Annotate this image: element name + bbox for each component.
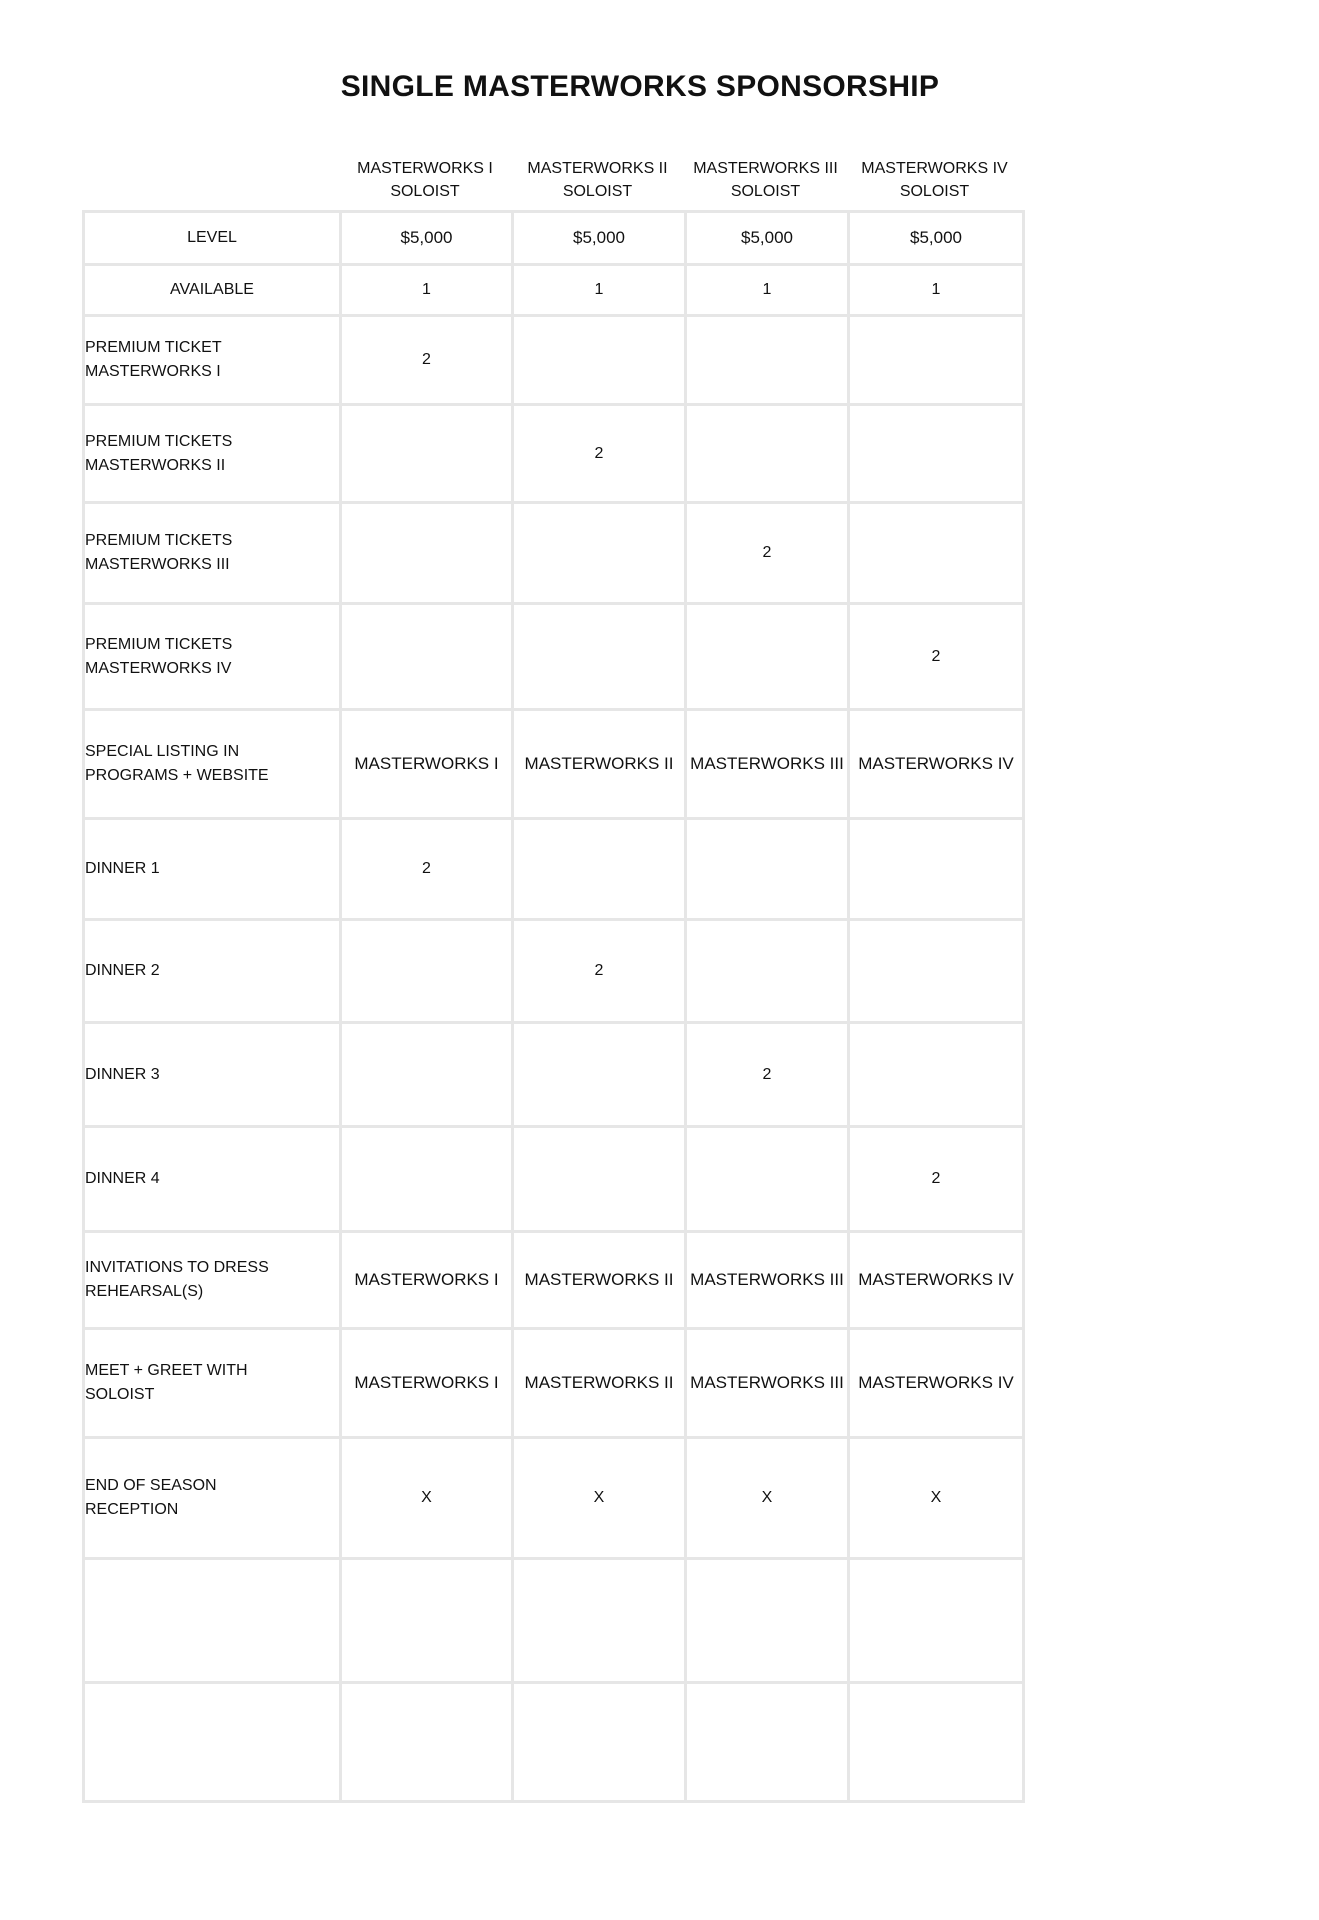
table-cell (849, 405, 1024, 503)
table-cell: 2 (849, 1127, 1024, 1232)
column-header (847, 155, 1022, 203)
table-cell (686, 920, 849, 1023)
row-label: DINNER 2 (84, 920, 341, 1023)
column-header-name: MASTERWORKS IV (861, 160, 1008, 177)
table-row (84, 604, 1024, 710)
table-cell (849, 1683, 1024, 1802)
row-label: AVAILABLE (84, 265, 341, 316)
column-header (339, 155, 511, 203)
row-label: PREMIUM TICKETS MASTERWORKS II (84, 405, 341, 503)
table-cell (513, 503, 686, 604)
row-label: PREMIUM TICKETS MASTERWORKS III (84, 503, 341, 604)
column-header (511, 155, 684, 203)
row-label: DINNER 4 (84, 1127, 341, 1232)
table-cell (686, 1127, 849, 1232)
table-cell (341, 1559, 513, 1683)
table-cell: MASTERWORKS I (341, 1232, 513, 1329)
row-label (84, 1559, 341, 1683)
row-label: LEVEL (84, 212, 341, 265)
table-row (84, 316, 1024, 405)
table-cell (849, 1559, 1024, 1683)
table-cell (686, 819, 849, 920)
table-cell (513, 604, 686, 710)
row-label: PREMIUM TICKETS MASTERWORKS IV (84, 604, 341, 710)
table-cell: 2 (341, 819, 513, 920)
table-cell (849, 316, 1024, 405)
table-cell: 1 (686, 265, 849, 316)
table-cell: 2 (341, 316, 513, 405)
row-label: DINNER 1 (84, 819, 341, 920)
table-cell: 2 (686, 1023, 849, 1127)
column-headers (339, 155, 1025, 203)
table-cell: MASTERWORKS I (341, 1329, 513, 1438)
column-header-role: SOLOIST (390, 183, 460, 200)
table-cell (341, 503, 513, 604)
table-row (84, 1127, 1024, 1232)
table-cell: 2 (849, 604, 1024, 710)
column-header-role: SOLOIST (899, 183, 970, 200)
table-cell: X (849, 1438, 1024, 1559)
table-cell: 2 (686, 503, 849, 604)
table-cell (513, 316, 686, 405)
table-row (84, 920, 1024, 1023)
table-cell: MASTERWORKS IV (849, 1232, 1024, 1329)
table-cell: MASTERWORKS IV (849, 710, 1024, 819)
table-cell (513, 1559, 686, 1683)
table-cell: MASTERWORKS IV (849, 1329, 1024, 1438)
table-cell (341, 405, 513, 503)
row-label: END OF SEASON RECEPTION (84, 1438, 341, 1559)
table-cell: $5,000 (341, 212, 513, 265)
table-row (84, 1023, 1024, 1127)
table-cell (686, 316, 849, 405)
table-cell (849, 920, 1024, 1023)
table-row (84, 1329, 1024, 1438)
table-row (84, 265, 1024, 316)
table-cell (849, 819, 1024, 920)
row-label (84, 1683, 341, 1802)
table-cell: $5,000 (513, 212, 686, 265)
table-cell (686, 604, 849, 710)
table-cell: $5,000 (686, 212, 849, 265)
table-cell (849, 503, 1024, 604)
table-cell: 2 (513, 405, 686, 503)
row-label: DINNER 3 (84, 1023, 341, 1127)
row-label: PREMIUM TICKET MASTERWORKS I (84, 316, 341, 405)
table-row (84, 503, 1024, 604)
table-row (84, 1559, 1024, 1683)
table-cell: 1 (513, 265, 686, 316)
table-cell: X (513, 1438, 686, 1559)
row-label: INVITATIONS TO DRESS REHEARSAL(S) (84, 1232, 341, 1329)
table-row (84, 710, 1024, 819)
table-cell (513, 1683, 686, 1802)
table-cell (513, 1023, 686, 1127)
table-cell: X (341, 1438, 513, 1559)
table-cell: $5,000 (849, 212, 1024, 265)
table-row (84, 1683, 1024, 1802)
table-cell: MASTERWORKS III (686, 1232, 849, 1329)
table-cell (341, 1023, 513, 1127)
table-cell (686, 405, 849, 503)
row-label: SPECIAL LISTING IN PROGRAMS + WEBSITE (84, 710, 341, 819)
table-cell: X (686, 1438, 849, 1559)
table-cell (341, 1683, 513, 1802)
table-row (84, 405, 1024, 503)
column-header-role: SOLOIST (562, 183, 633, 200)
table-cell: 2 (513, 920, 686, 1023)
table-cell: 1 (849, 265, 1024, 316)
table-cell: MASTERWORKS III (686, 1329, 849, 1438)
table-row (84, 819, 1024, 920)
table-cell (341, 920, 513, 1023)
column-header-name: MASTERWORKS III (693, 160, 838, 177)
table-cell: MASTERWORKS II (513, 1232, 686, 1329)
column-header-name: MASTERWORKS I (357, 160, 493, 177)
table-cell: MASTERWORKS III (686, 710, 849, 819)
table-row (84, 1438, 1024, 1559)
table-cell: MASTERWORKS II (513, 710, 686, 819)
table-cell: MASTERWORKS II (513, 1329, 686, 1438)
table-cell (341, 1127, 513, 1232)
table-row (84, 212, 1024, 265)
column-header-role: SOLOIST (730, 183, 801, 200)
table-cell (513, 819, 686, 920)
table-cell: MASTERWORKS I (341, 710, 513, 819)
table-row (84, 1232, 1024, 1329)
table-cell (849, 1023, 1024, 1127)
table-cell: 1 (341, 265, 513, 316)
page-title: SINGLE MASTERWORKS SPONSORSHIP (340, 70, 940, 103)
sponsorship-table (82, 210, 1025, 1803)
column-header (684, 155, 847, 203)
table-cell (686, 1559, 849, 1683)
row-label: MEET + GREET WITH SOLOIST (84, 1329, 341, 1438)
table-cell (341, 604, 513, 710)
table-cell (513, 1127, 686, 1232)
table-cell (686, 1683, 849, 1802)
column-header-name: MASTERWORKS II (527, 160, 668, 177)
